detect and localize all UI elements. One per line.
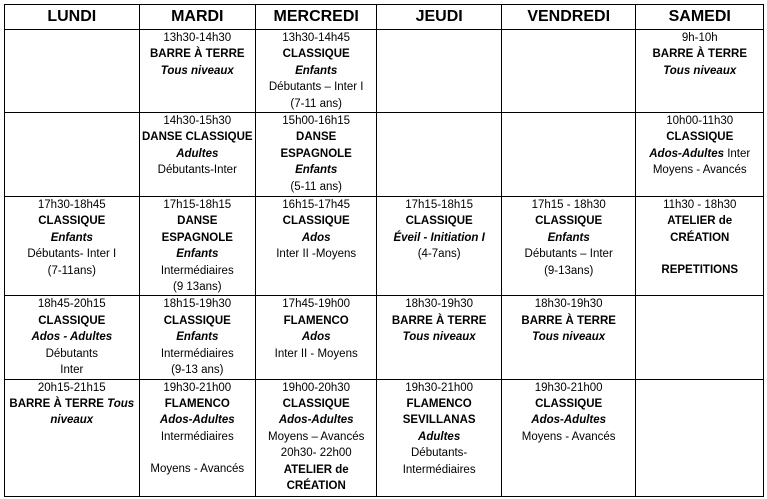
- empty-cell: [636, 379, 764, 496]
- empty-cell: [501, 113, 636, 197]
- course-detail: 20h30- 22h00: [280, 447, 352, 460]
- course-detail: 15h00-16h15: [282, 115, 351, 128]
- course-name: FLAMENCO: [164, 397, 230, 410]
- course-detail: 18h30-19h30: [534, 298, 603, 311]
- empty-cell: [377, 113, 501, 197]
- schedule-table: [4, 4, 764, 497]
- course-detail: (9 13ans): [172, 281, 222, 294]
- course-detail: 16h15-17h45: [282, 199, 351, 212]
- course-name: CLASSIQUE: [282, 397, 350, 410]
- level-label: Ados: [301, 331, 331, 344]
- class-cell: [255, 379, 376, 496]
- spacer: [638, 246, 761, 262]
- course-name: CLASSIQUE: [666, 131, 734, 144]
- course-name: CLASSIQUE: [38, 215, 106, 228]
- level-label: Enfants: [176, 331, 219, 344]
- level-label: Éveil - Initiation I: [393, 231, 485, 244]
- course-detail: 13h30-14h30: [163, 32, 232, 44]
- course-detail: Inter II - Moyens: [274, 347, 358, 360]
- level-label: Ados: [301, 231, 331, 244]
- class-cell: [5, 379, 140, 496]
- course-detail: (9-13ans): [544, 264, 594, 277]
- course-name: CRÉATION: [286, 479, 346, 492]
- course-detail: 17h15 - 18h30: [531, 199, 606, 212]
- course-detail: 17h15-18h15: [405, 199, 474, 212]
- level-label: Enfants: [50, 231, 93, 244]
- course-detail: 20h15-21h15: [37, 381, 106, 394]
- level-label: Ados-Adultes: [278, 414, 354, 427]
- empty-cell: [501, 30, 636, 113]
- course-name: CLASSIQUE: [405, 215, 473, 228]
- schedule-body: [5, 30, 764, 497]
- class-cell: [139, 379, 255, 496]
- level-label: Tous niveaux: [532, 331, 606, 344]
- course-name: FLAMENCO: [283, 314, 349, 327]
- class-cell: [5, 296, 140, 379]
- course-name: CLASSIQUE: [282, 215, 350, 228]
- course-detail: Ados-Adultes Inter: [649, 147, 751, 160]
- level-label: Tous niveaux: [402, 331, 476, 344]
- schedule-row: [5, 296, 764, 379]
- day-header-lundi: LUNDI: [5, 5, 140, 30]
- course-detail: (9-13 ans): [171, 364, 224, 377]
- class-cell: [139, 296, 255, 379]
- course-detail: 19h30-21h00: [534, 381, 603, 394]
- course-detail: Débutants-Inter: [157, 164, 237, 177]
- course-name: DANSE ESPAGNOLE: [161, 215, 233, 244]
- class-cell: [139, 30, 255, 113]
- course-name: CLASSIQUE: [282, 48, 350, 61]
- course-detail: Intermédiaires: [402, 463, 476, 476]
- class-cell: [255, 296, 376, 379]
- day-header-vendredi: VENDREDI: [501, 5, 636, 30]
- course-detail: (7-11 ans): [290, 97, 342, 110]
- spacer: [142, 445, 253, 461]
- day-header-mercredi: MERCREDI: [255, 5, 376, 30]
- level-label: niveaux: [50, 414, 94, 427]
- level-label: Ados - Adultes: [31, 331, 113, 344]
- course-detail: 17h30-18h45: [37, 199, 106, 212]
- course-detail: Moyens - Avancés: [150, 463, 245, 476]
- course-detail: Inter: [60, 364, 84, 377]
- course-detail: 10h00-11h30: [666, 115, 734, 128]
- level-label: Enfants: [295, 164, 338, 177]
- course-detail: Débutants: [45, 347, 99, 360]
- class-cell: [636, 113, 764, 197]
- course-name: BARRE À TERRE: [521, 314, 616, 327]
- level-label: Tous niveaux: [663, 64, 737, 77]
- course-detail: 17h15-18h15: [163, 199, 232, 212]
- course-detail: Débutants – Inter I: [268, 81, 364, 94]
- class-cell: [255, 30, 376, 113]
- course-detail: 19h30-21h00: [163, 381, 232, 394]
- course-name: BARRE À TERRE: [150, 48, 245, 61]
- course-detail: Moyens - Avancés: [521, 430, 616, 443]
- class-cell: [377, 296, 501, 379]
- schedule-row: [5, 30, 764, 113]
- course-detail: 18h30-19h30: [405, 298, 474, 311]
- course-name: CLASSIQUE: [163, 314, 231, 327]
- level-label: Enfants: [176, 248, 219, 261]
- class-cell: [501, 197, 636, 296]
- level-label: Adultes: [418, 430, 461, 443]
- level-label: Enfants: [295, 64, 338, 77]
- course-detail: 19h00-20h30: [282, 381, 351, 394]
- course-detail: Débutants-: [411, 447, 468, 460]
- empty-cell: [5, 30, 140, 113]
- course-detail: Intermédiaires: [160, 264, 234, 277]
- course-detail: (7-11ans): [47, 264, 96, 277]
- level-label: Tous niveaux: [160, 64, 234, 77]
- course-detail: 13h30-14h45: [282, 32, 351, 44]
- level-label: Ados-Adultes: [531, 414, 607, 427]
- day-header-mardi: MARDI: [139, 5, 255, 30]
- course-detail: (5-11 ans): [290, 180, 342, 193]
- course-name: BARRE À TERRE: [652, 48, 748, 61]
- course-detail: 18h15-19h30: [163, 298, 232, 311]
- course-name: REPETITIONS: [661, 264, 739, 277]
- course-name: ATELIER de: [667, 215, 733, 228]
- empty-cell: [636, 296, 764, 379]
- course-name: ESPAGNOLE: [280, 147, 352, 160]
- course-name: CLASSIQUE: [535, 215, 603, 228]
- course-detail: Moyens - Avancés: [652, 164, 747, 177]
- day-header-jeudi: JEUDI: [377, 5, 501, 30]
- class-cell: [139, 197, 255, 296]
- course-name: BARRE À TERRE: [391, 314, 487, 327]
- level-label: Ados-Adultes: [159, 414, 235, 427]
- class-cell: [636, 30, 764, 113]
- class-cell: [377, 197, 501, 296]
- level-label: Enfants: [547, 231, 590, 244]
- course-detail: 18h45-20h15: [37, 298, 106, 311]
- course-detail: 9h-10h: [681, 32, 718, 44]
- course-name: DANSE CLASSIQUE: [142, 131, 253, 144]
- course-name: CRÉATION: [670, 231, 730, 244]
- course-detail: Débutants – Inter: [524, 248, 613, 261]
- course-detail: 14h30-15h30: [163, 115, 232, 128]
- class-cell: [255, 197, 376, 296]
- course-name: CLASSIQUE: [535, 397, 603, 410]
- course-name: BARRE À TERRE Tous: [9, 397, 135, 410]
- level-label: Adultes: [176, 147, 219, 160]
- class-cell: [501, 379, 636, 496]
- course-detail: 11h30 - 18h30: [663, 199, 737, 212]
- course-detail: 19h30-21h00: [405, 381, 474, 394]
- class-cell: [501, 296, 636, 379]
- empty-cell: [5, 113, 140, 197]
- class-cell: [636, 197, 764, 296]
- course-detail: Intermédiaires: [160, 430, 234, 443]
- class-cell: [5, 197, 140, 296]
- course-name: CLASSIQUE: [38, 314, 106, 327]
- course-name: FLAMENCO: [406, 397, 472, 410]
- class-cell: [377, 379, 501, 496]
- header-row: [5, 5, 764, 30]
- course-detail: Inter II -Moyens: [276, 248, 357, 261]
- course-detail: Débutants- Inter I: [27, 248, 117, 261]
- schedule-row: [5, 197, 764, 296]
- course-name: DANSE: [296, 131, 337, 144]
- schedule-row: [5, 113, 764, 197]
- course-name: ATELIER de: [283, 463, 349, 476]
- class-cell: [139, 113, 255, 197]
- day-header-samedi: SAMEDI: [636, 5, 764, 30]
- course-detail: (4-7ans): [417, 248, 461, 261]
- course-detail: 17h45-19h00: [282, 298, 351, 311]
- course-name: SEVILLANAS: [402, 414, 476, 427]
- schedule-row: [5, 379, 764, 496]
- course-detail: Moyens – Avancés: [268, 430, 365, 443]
- course-detail: Intermédiaires: [160, 347, 234, 360]
- class-cell: [255, 113, 376, 197]
- empty-cell: [377, 30, 501, 113]
